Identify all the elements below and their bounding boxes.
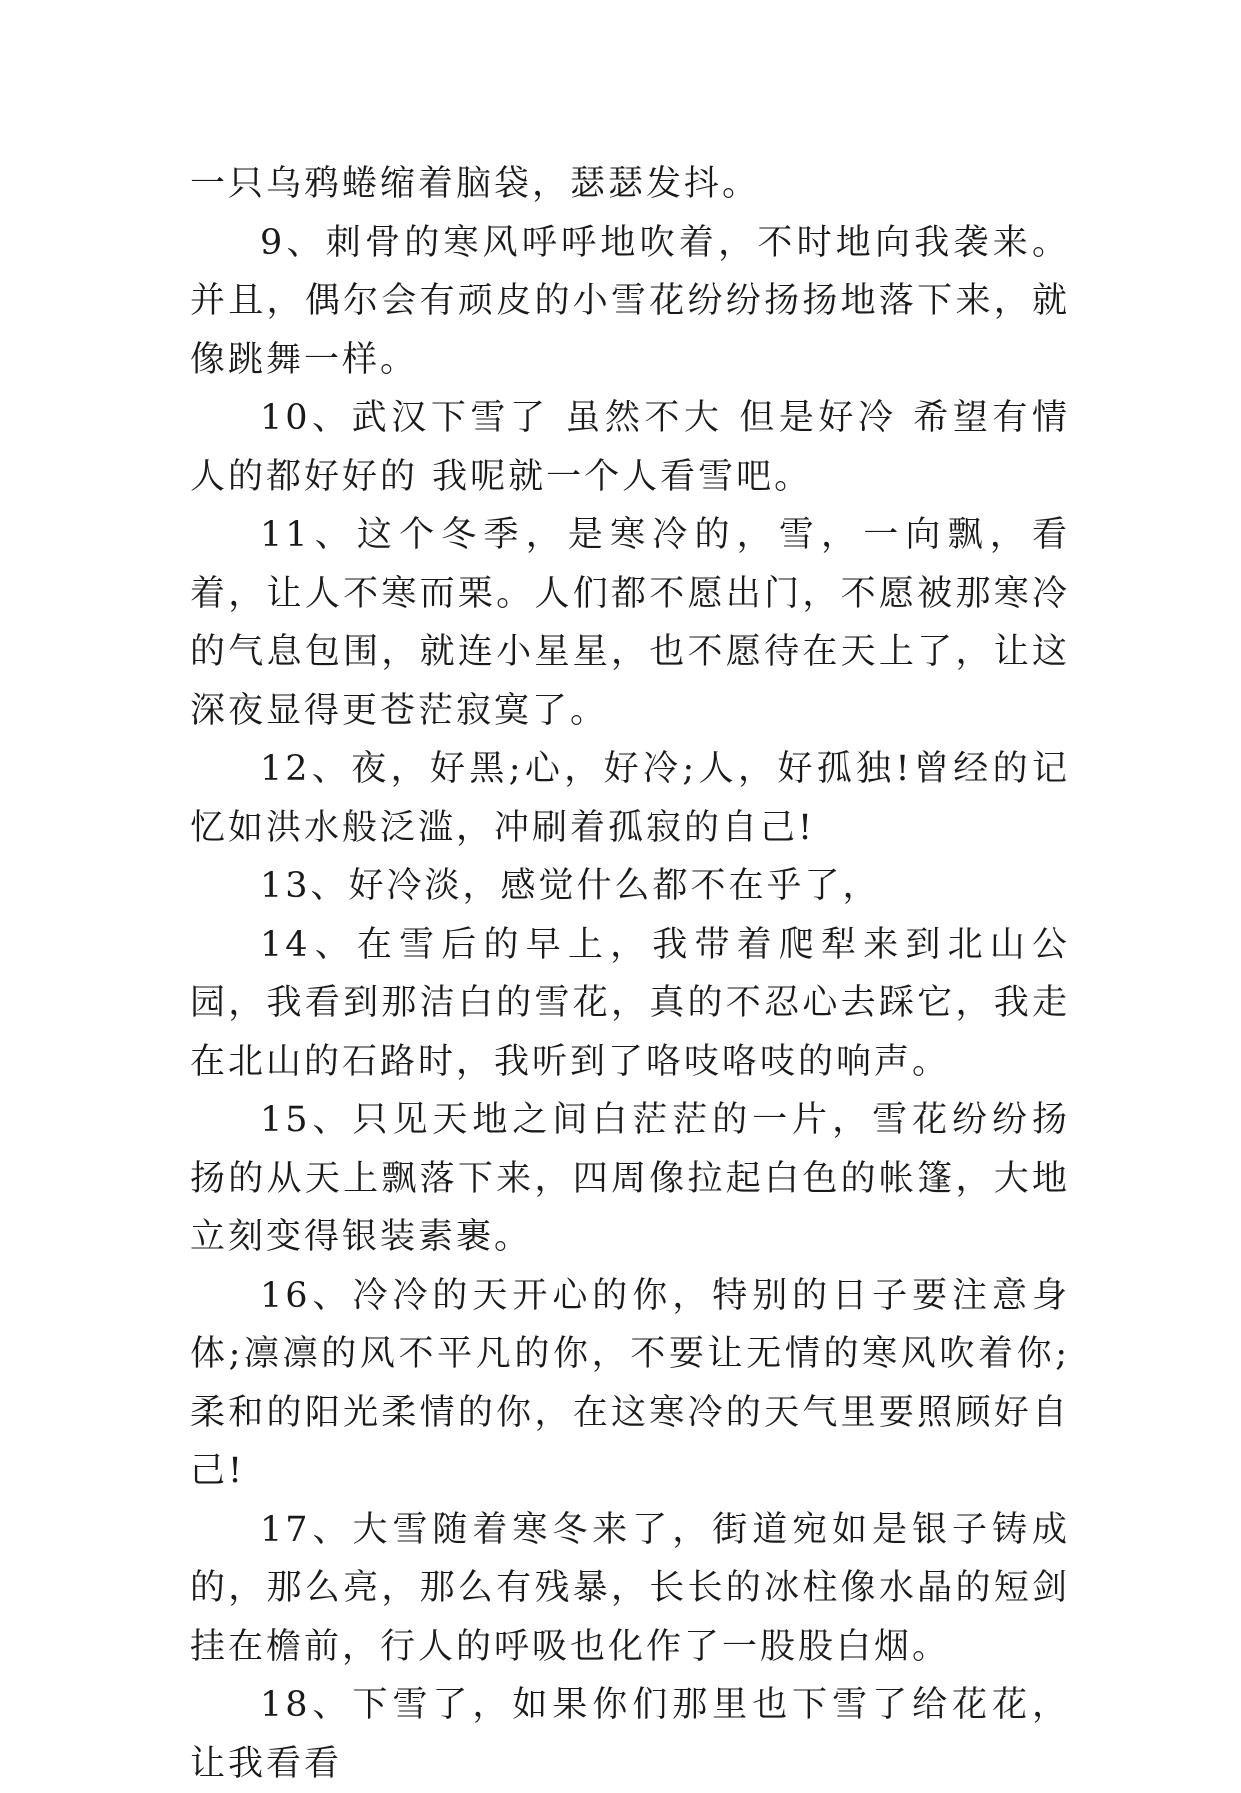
paragraph-continuation: 一只乌鸦蜷缩着脑袋，瑟瑟发抖。 bbox=[190, 164, 761, 204]
paragraph-item-9: 9、刺骨的寒风呼呼地吹着，不时地向我袭来。并且，偶尔会有顽皮的小雪花纷纷扬扬地落下来，就像跳舞一样。 bbox=[190, 222, 1070, 380]
paragraph-item-13: 13、好冷淡，感觉什么都不在乎了， bbox=[260, 866, 881, 906]
paragraph-item-17: 17、大雪随着寒冬来了，街道宛如是银子铸成的，那么亮，那么有残暴，长长的冰柱像水晶的短剑挂在檐前，行人的呼吸也化作了一股股白烟。 bbox=[190, 1509, 1070, 1667]
paragraph-item-11: 11、这个冬季，是寒冷的，雪，一向飘，看着，让人不寒而栗。人们都不愿出门，不愿被那寒冷的气息包围，就连小星星，也不愿待在天上了，让这深夜显得更苍茫寂寞了。 bbox=[190, 515, 1070, 731]
document-body bbox=[190, 155, 1070, 1793]
paragraph-item-10: 10、武汉下雪了 虽然不大 但是好冷 希望有情人的都好好的 我呢就一个人看雪吧。 bbox=[190, 398, 1070, 497]
paragraph-item-14: 14、在雪后的早上，我带着爬犁来到北山公园，我看到那洁白的雪花，真的不忍心去踩它，我走在北山的石路时，我听到了咯吱咯吱的响声。 bbox=[190, 924, 1070, 1082]
paragraph-item-16: 16、冷冷的天开心的你，特别的日子要注意身体;凛凛的风不平凡的你，不要让无情的寒风吹着你;柔和的阳光柔情的你，在这寒冷的天气里要照顾好自己! bbox=[190, 1275, 1070, 1491]
paragraph-item-18: 18、下雪了，如果你们那里也下雪了给花花，让我看看 bbox=[190, 1685, 1070, 1784]
paragraph-item-12: 12、夜，好黑;心，好冷;人，好孤独!曾经的记忆如洪水般泛滥，冲刷着孤寂的自己! bbox=[190, 749, 1070, 848]
paragraph-item-15: 15、只见天地之间白茫茫的一片，雪花纷纷扬扬的从天上飘落下来，四周像拉起白色的帐篷，大地立刻变得银装素裹。 bbox=[190, 1100, 1070, 1257]
